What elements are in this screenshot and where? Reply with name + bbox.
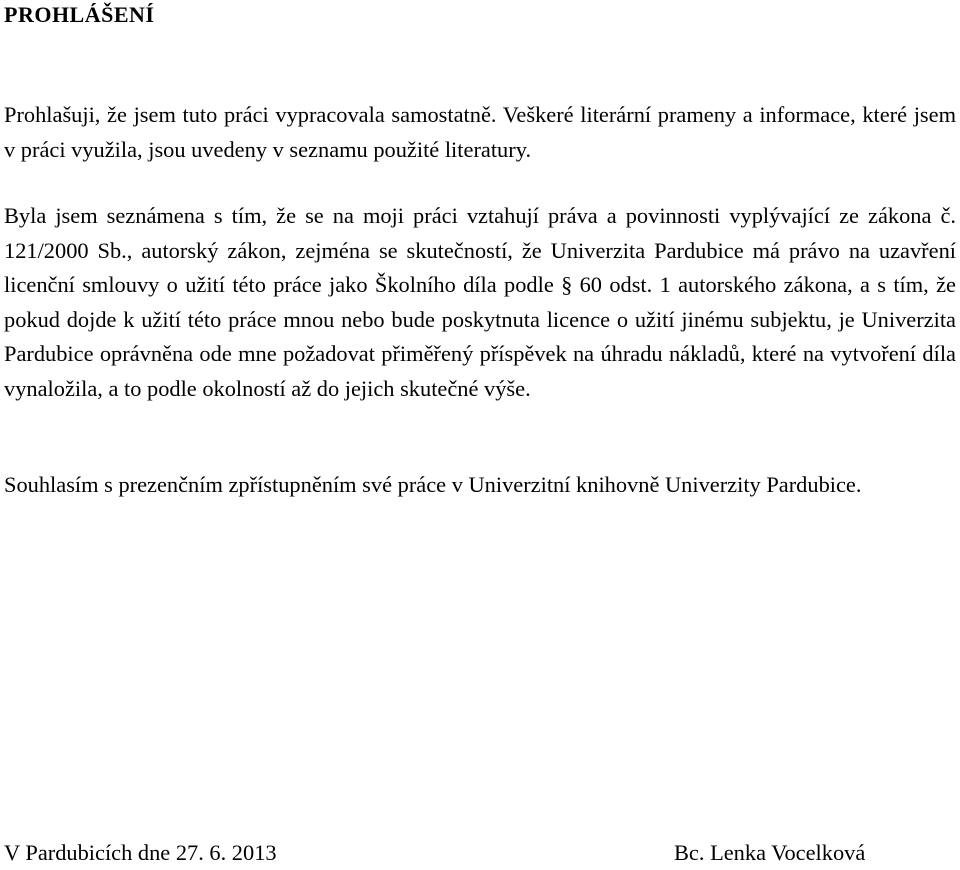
paragraph-library-consent: Souhlasím s prezenčním zpřístupněním své práce v Univerzitní knihovně Univerzity Pardubice.	[4, 472, 862, 497]
paragraph-copyright: Byla jsem seznámena s tím, že se na moji práci vztahují práva a povinnosti vyplývající ze zákona č. 121/2000 Sb., autorský zákon, zejména se skutečností, že Univerzita Pardubice má právo na uzavření licenční smlouvy o užití této práce jako Školního díla podle § 60 odst. 1 autorského zákona, a s tím, že pokud dojde k užití této práce mnou nebo bude poskytnuta licence o užití jinému subjektu, je Univerzita Pardubice oprávněna ode mne požadovat přiměřený příspěvek na úhradu nákladů, které na vytvoření díla vynaložila, a to podle okolností až do jejich skutečné výše.	[4, 203, 956, 401]
place-and-date: V Pardubicích dne 27. 6. 2013	[4, 840, 277, 865]
page-title: PROHLÁŠENÍ	[4, 2, 155, 27]
paragraph-authorship: Prohlašuji, že jsem tuto práci vypracovala samostatně. Veškeré literární prameny a informace, které jsem v práci využila, jsou uvedeny v seznamu použité literatury.	[4, 102, 956, 162]
declaration-page	[4, 0, 956, 863]
author-name: Bc. Lenka Vocelková	[674, 840, 866, 865]
